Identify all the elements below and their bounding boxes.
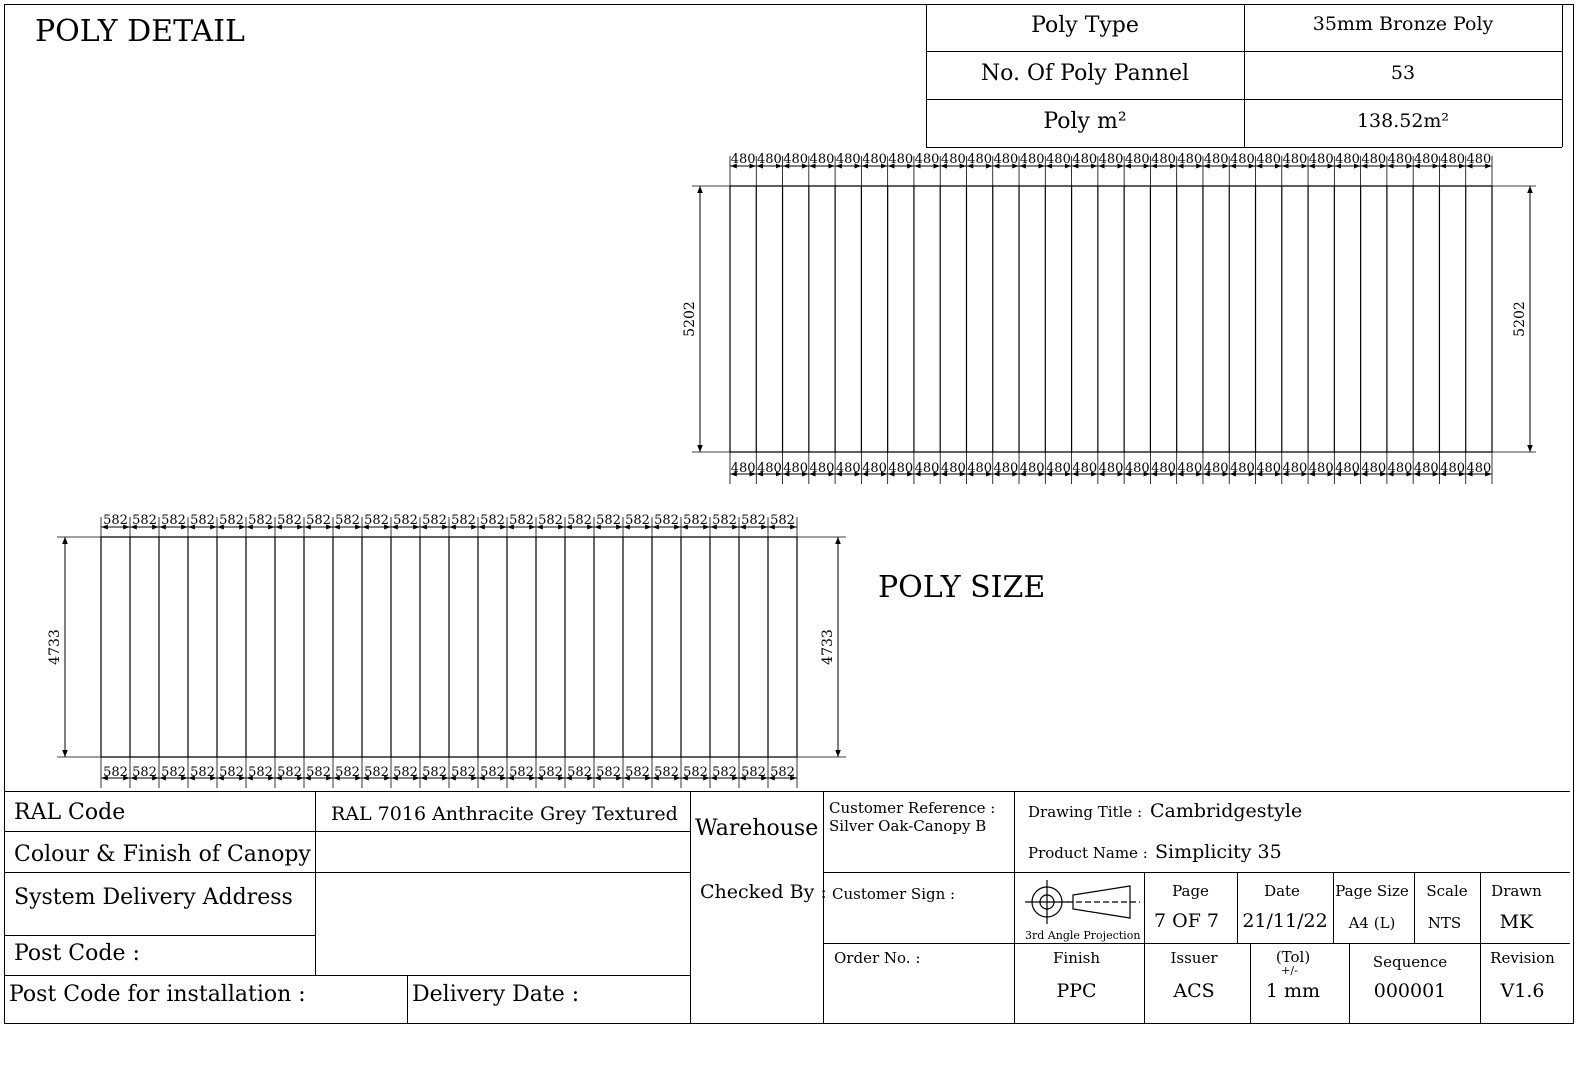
panel-width-label: 480 <box>1203 152 1229 167</box>
panel-width-label: 480 <box>1072 461 1098 476</box>
panel-width-label: 582 <box>625 765 650 780</box>
panel-width-label: 582 <box>654 765 679 780</box>
panel-width-label: 582 <box>161 765 186 780</box>
panel-width-label: 582 <box>248 513 273 528</box>
panel-width-label: 582 <box>219 513 244 528</box>
panel-width-label: 582 <box>393 765 418 780</box>
panel-width-label: 582 <box>103 513 128 528</box>
panel-width-label: 480 <box>1151 461 1176 476</box>
ral-code-value: RAL 7016 Anthracite Grey Textured <box>331 803 678 825</box>
order-no-label: Order No. : <box>834 949 921 967</box>
panel-width-label: 480 <box>1046 152 1071 167</box>
finish-value: PPC <box>1056 980 1097 1002</box>
panel-width-label: 480 <box>967 152 993 167</box>
tolerance-value: 1 mm <box>1265 980 1321 1002</box>
post-code-install-label: Post Code for installation : <box>9 982 306 1007</box>
panel-width-label: 480 <box>1282 461 1308 476</box>
drawn-value: MK <box>1499 911 1534 933</box>
panel-width-label: 480 <box>940 152 966 167</box>
delivery-address-label: System Delivery Address <box>14 885 293 910</box>
panel-width-label: 582 <box>364 513 389 528</box>
section-title: POLY SIZE <box>878 570 1046 605</box>
panel-width-label: 480 <box>730 461 756 476</box>
panel-width-label: 582 <box>712 765 737 780</box>
poly-type-value: 35mm Bronze Poly <box>1312 13 1494 35</box>
panel-width-label: 582 <box>683 513 708 528</box>
panel-width-label: 480 <box>940 461 966 476</box>
top-panel-drawing <box>682 152 1536 484</box>
panel-width-label: 480 <box>1124 152 1150 167</box>
panel-width-label: 582 <box>248 765 273 780</box>
scale-value: NTS <box>1427 914 1462 932</box>
panel-width-label: 582 <box>596 765 621 780</box>
panel-width-label: 480 <box>1440 461 1466 476</box>
panel-width-label: 480 <box>1203 461 1229 476</box>
panel-width-label: 480 <box>1098 152 1124 167</box>
panel-width-label: 582 <box>596 513 621 528</box>
panel-width-label: 582 <box>480 765 505 780</box>
poly-area-value: 138.52m² <box>1356 110 1450 132</box>
drawing-title-label: Drawing Title : <box>1028 803 1143 821</box>
tolerance-label: (Tol) <box>1275 948 1311 966</box>
tolerance-sign: +/- <box>1281 964 1298 977</box>
panel-width-label: 480 <box>730 152 756 167</box>
panel-width-label: 582 <box>567 765 592 780</box>
poly-count-value: 53 <box>1390 62 1416 84</box>
panel-width-label: 480 <box>1361 461 1387 476</box>
panel-width-label: 480 <box>756 152 782 167</box>
panel-width-label: 582 <box>190 765 215 780</box>
panel-width-label: 582 <box>567 513 592 528</box>
panel-width-label: 480 <box>809 152 835 167</box>
panel-width-label: 480 <box>862 461 887 476</box>
panel-width-label: 582 <box>161 513 186 528</box>
checked-by-label: Checked By : <box>700 881 827 903</box>
customer-reference-label: Customer Reference : <box>829 799 996 817</box>
panel-height-label: 4733 <box>47 629 63 665</box>
panel-width-label: 480 <box>1098 461 1124 476</box>
ral-code-label: RAL Code <box>14 800 126 825</box>
date-label: Date <box>1264 882 1300 900</box>
panel-width-label: 480 <box>1229 461 1255 476</box>
panel-width-label: 480 <box>1413 152 1439 167</box>
panel-width-label: 582 <box>422 513 447 528</box>
panel-width-label: 480 <box>835 152 861 167</box>
panel-width-label: 582 <box>103 765 128 780</box>
finish-label: Finish <box>1052 949 1101 967</box>
issuer-label: Issuer <box>1170 949 1218 967</box>
panel-width-label: 480 <box>1229 152 1255 167</box>
panel-height-label: 4733 <box>820 629 836 665</box>
panel-width-label: 480 <box>1413 461 1439 476</box>
panel-width-label: 480 <box>809 461 835 476</box>
panel-height-label: 5202 <box>1512 301 1528 337</box>
panel-width-label: 582 <box>451 765 476 780</box>
drawing-title-value: Cambridgestyle <box>1150 800 1303 822</box>
panel-width-label: 480 <box>1335 461 1360 476</box>
bottom-panel-drawing <box>47 513 846 788</box>
panel-width-label: 480 <box>1019 152 1045 167</box>
panel-width-label: 582 <box>538 765 563 780</box>
panel-width-label: 582 <box>364 765 389 780</box>
panel-width-label: 582 <box>277 513 302 528</box>
drawn-label: Drawn <box>1491 882 1542 900</box>
panel-width-label: 480 <box>862 152 887 167</box>
customer-sign-label: Customer Sign : <box>832 885 956 903</box>
panel-width-label: 582 <box>190 513 215 528</box>
panel-width-label: 480 <box>1466 152 1492 167</box>
panel-width-label: 480 <box>1308 152 1334 167</box>
panel-width-label: 480 <box>914 152 940 167</box>
panel-width-label: 480 <box>835 461 861 476</box>
customer-reference-value: Silver Oak-Canopy B <box>829 817 987 835</box>
panel-width-label: 480 <box>1387 152 1413 167</box>
panel-width-label: 582 <box>712 513 737 528</box>
panel-width-label: 480 <box>993 152 1019 167</box>
panel-width-label: 480 <box>1361 152 1387 167</box>
page-value: 7 OF 7 <box>1153 910 1219 932</box>
panel-width-label: 582 <box>306 765 331 780</box>
panel-width-label: 480 <box>1335 152 1360 167</box>
page-label: Page <box>1172 882 1209 900</box>
panel-width-label: 480 <box>1177 461 1203 476</box>
panel-width-label: 480 <box>888 461 914 476</box>
panel-width-label: 582 <box>277 765 302 780</box>
panel-width-label: 582 <box>480 513 505 528</box>
panel-width-label: 582 <box>538 513 563 528</box>
panel-width-label: 480 <box>1046 461 1071 476</box>
panel-width-label: 480 <box>1308 461 1334 476</box>
poly-type-label: Poly Type <box>1031 13 1139 38</box>
panel-width-label: 480 <box>888 152 914 167</box>
sequence-value: 000001 <box>1373 980 1447 1002</box>
panel-width-label: 582 <box>683 765 708 780</box>
panel-width-label: 582 <box>306 513 331 528</box>
panel-width-label: 582 <box>509 513 534 528</box>
revision-label: Revision <box>1490 949 1555 967</box>
warehouse-label: Warehouse <box>695 816 819 841</box>
colour-finish-label: Colour & Finish of Canopy <box>14 842 311 867</box>
panel-width-label: 480 <box>1256 461 1282 476</box>
panel-width-label: 582 <box>132 513 157 528</box>
panel-width-label: 480 <box>1256 152 1282 167</box>
page-title: POLY DETAIL <box>35 14 245 49</box>
sequence-label: Sequence <box>1372 953 1448 971</box>
panel-width-label: 480 <box>1466 461 1492 476</box>
product-name-label: Product Name : <box>1028 844 1148 862</box>
issuer-value: ACS <box>1173 980 1215 1002</box>
panel-width-label: 582 <box>625 513 650 528</box>
panel-width-label: 582 <box>770 765 795 780</box>
panel-width-label: 480 <box>1019 461 1045 476</box>
page-size-label: Page Size <box>1335 882 1409 900</box>
panel-width-label: 480 <box>1072 152 1098 167</box>
panel-width-label: 582 <box>770 513 795 528</box>
poly-area-label: Poly m² <box>1043 109 1127 134</box>
panel-width-label: 582 <box>132 765 157 780</box>
revision-value: V1.6 <box>1500 980 1545 1002</box>
panel-width-label: 480 <box>967 461 993 476</box>
panel-width-label: 582 <box>422 765 447 780</box>
panel-width-label: 582 <box>509 765 534 780</box>
panel-width-label: 480 <box>783 152 809 167</box>
panel-width-label: 480 <box>1387 461 1413 476</box>
panel-width-label: 582 <box>335 513 360 528</box>
panel-width-label: 582 <box>654 513 679 528</box>
panel-width-label: 480 <box>1440 152 1466 167</box>
date-value: 21/11/22 <box>1242 910 1328 932</box>
panel-width-label: 582 <box>451 513 476 528</box>
page-size-value: A4 (L) <box>1348 914 1396 932</box>
panel-width-label: 480 <box>756 461 782 476</box>
panel-width-label: 480 <box>914 461 940 476</box>
poly-count-label: No. Of Poly Pannel <box>980 61 1190 86</box>
panel-width-label: 582 <box>741 513 766 528</box>
panel-width-label: 582 <box>741 765 766 780</box>
projection-label: 3rd Angle Projection <box>1025 929 1141 942</box>
panel-width-label: 582 <box>335 765 360 780</box>
panel-height-label: 5202 <box>682 301 698 337</box>
panel-width-label: 480 <box>1177 152 1203 167</box>
panel-width-label: 582 <box>219 765 244 780</box>
panel-width-label: 480 <box>993 461 1019 476</box>
delivery-date-label: Delivery Date : <box>412 982 580 1007</box>
panel-width-label: 480 <box>1151 152 1176 167</box>
panel-width-label: 582 <box>393 513 418 528</box>
product-name-value: Simplicity 35 <box>1155 841 1282 863</box>
panel-width-label: 480 <box>1124 461 1150 476</box>
post-code-label: Post Code : <box>14 941 140 966</box>
panel-width-label: 480 <box>1282 152 1308 167</box>
scale-label: Scale <box>1426 882 1468 900</box>
panel-width-label: 480 <box>783 461 809 476</box>
